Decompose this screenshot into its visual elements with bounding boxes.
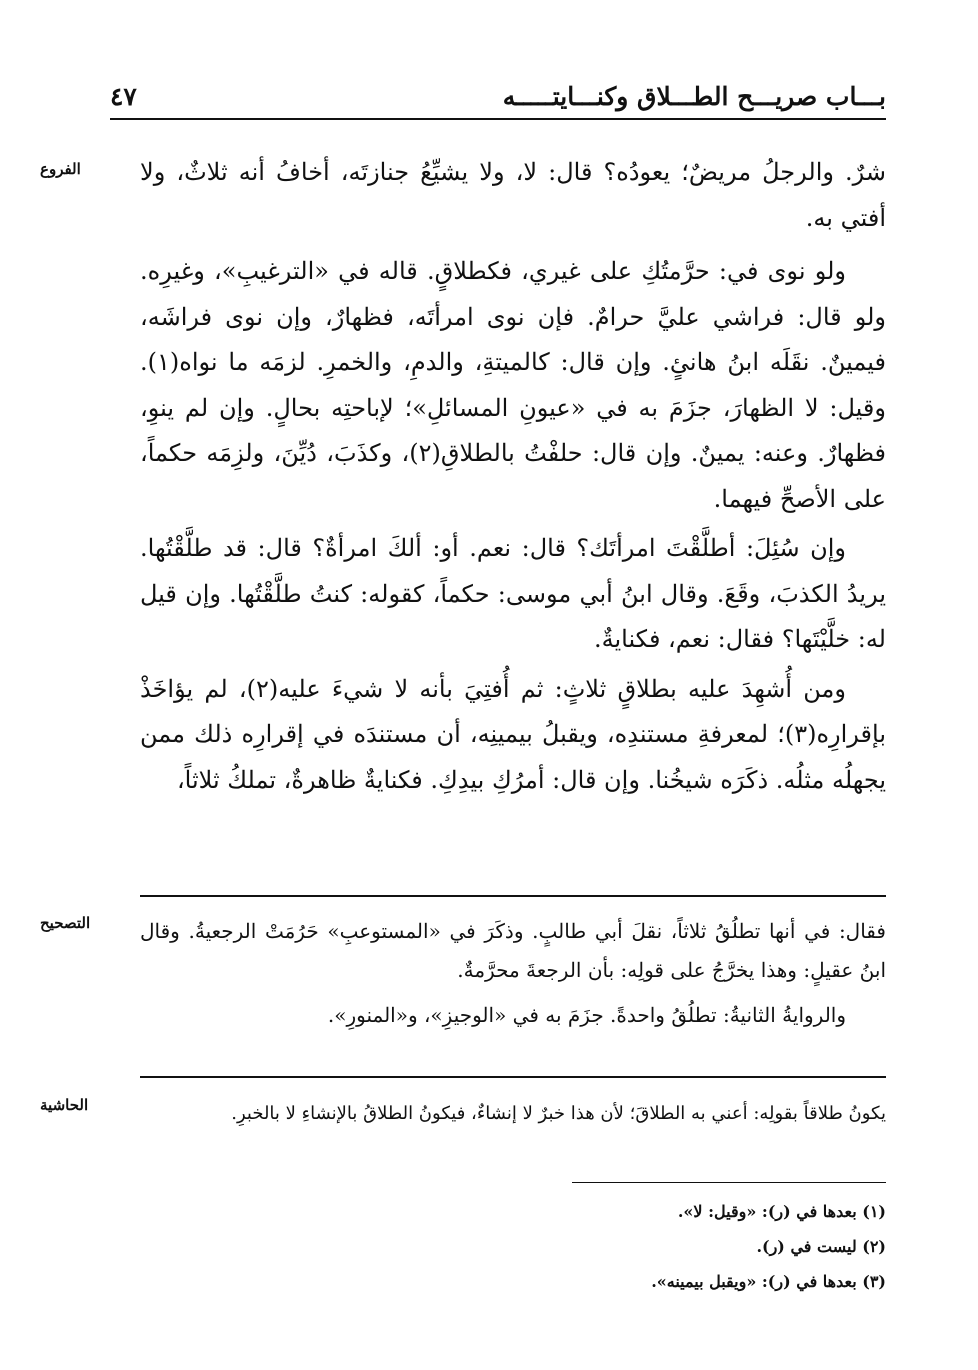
page-number: ٤٧	[110, 82, 137, 111]
running-title: بـــاب صريـــح الطـــلاق وكنـــايتـــــه	[502, 82, 886, 111]
main-paragraph: ومن أُشهِدَ عليه بطلاقٍ ثلاثٍ: ثم أُفتِيَ بأنه لا شيءَ عليه(٢)، لم يؤاخَذْ بإقرارِه(٣)؛ لمعرفةِ مستندِه، ويقبلُ بيمينِه، أن مستندَه في إقرارِه ذلك ممن يجهلُه مثلُه. ذكَرَه شيخُنا. وإن قال: أمرُكِ بيدِكِ. فكنايةٌ ظاهرةٌ، تملكُ ثلاثاً،	[140, 674, 886, 794]
header-rule	[110, 118, 886, 120]
section-divider	[140, 1076, 886, 1078]
main-paragraph: ولو نوى في: حرَّمتُكِ على غيري، فكطلاقٍ. قاله في «الترغيبِ»، وغيرِه. ولو قال: فراشي عليَّ حرامٌ. فإن نوى امرأتَه، فظهارٌ، وإن نوى فراشَه، فيمينٌ. نقَلَه ابنُ هانئٍ. وإن قال: كالميتةِ، والدمِ، والخمرِ. لزمَه ما نواه(١). وقيل: لا الظهارَ، جزَمَ به في «عيونِ المسائلِ»؛ لإباحتِه بحالٍ. وإن لم ينوِ، فظهارٌ. وعنه: يمينٌ. وإن قال: حلفْتُ بالطلاقِ(٢)، وكذَبَ، دُيِّنَ، ولزِمَه حكماً، على الأصحِّ فيهما.	[140, 257, 887, 513]
footnote: (٢) ليست في (ر).	[756, 1237, 886, 1256]
section-divider	[140, 895, 886, 897]
correction-paragraph: فقال: في أنها تطلُقُ ثلاثاً، نقلَ أبي طالبٍ. وذكَرَ في «المستوعبِ» حَرُمَتْ الرجعيةُ. وقال ابنُ عقيلٍ: وهذا يخرَّجُ على قولِه: بأن الرجعةَ محرَّمةٌ.	[140, 919, 886, 982]
main-text	[140, 150, 886, 803]
footnotes	[140, 1198, 886, 1303]
page-header	[110, 78, 886, 118]
section-label-hashiya: الحاشية	[40, 1096, 89, 1114]
main-paragraph: شرٌ. والرجلُ مريضٌ؛ يعودُه؟ قال: لا، ولا يشيِّعُ جنازتَه، أخافُ أنه ثلاثٌ، ولا أفتي به.	[140, 158, 886, 232]
hashiya-section	[140, 1098, 886, 1130]
footnote-rule	[572, 1182, 886, 1183]
section-label-tashih: التصحيح	[40, 914, 91, 932]
section-label-furu: الفروع	[40, 160, 81, 178]
main-paragraph: وإن سُئِلَ: أطلَّقْتَ امرأتَك؟ قال: نعم. أو: ألكَ امرأةٌ؟ قال: قد طلَّقْتُها. يريدُ الكذبَ، وقَعَ. وقال ابنُ أبي موسى: حكماً، كقوله: كنتُ طلَّقْتُها. وإن قيل له: خلَّيْتَها؟ فقال: نعم، فكنايةٌ.	[140, 534, 886, 653]
correction-paragraph: والروايةُ الثانيةُ: تطلُقُ واحدةً. جزَمَ به في «الوجيزِ»، و«المنورِ».	[327, 1003, 846, 1027]
hashiya-paragraph: يكونُ طلاقاً بقولِه: أعني به الطلاقَ؛ لأن هذا خبرٌ لا إنشاءٌ، فيكونُ الطلاقُ بالإنشاءِ لا بالخبرِ.	[231, 1103, 886, 1124]
footnote: (٣) بعدها في (ر): «ويقبل بيمينه».	[651, 1272, 886, 1291]
correction-section	[140, 912, 886, 1035]
footnote: (١) بعدها في (ر): «وقيل: لا».	[677, 1202, 886, 1221]
